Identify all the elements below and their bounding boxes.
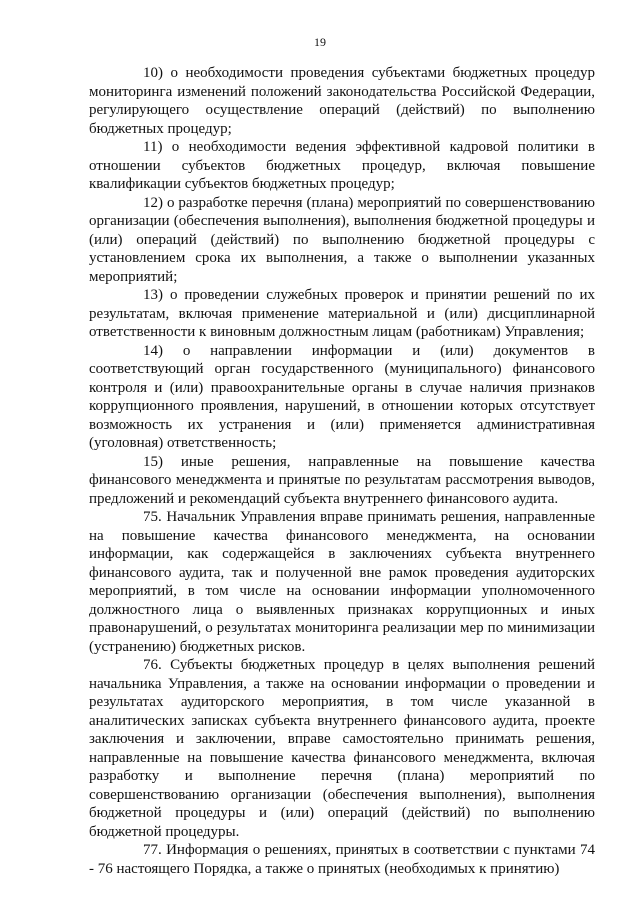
paragraph-item-15: 15) иные решения, направленные на повышение качества финансового менеджмента и принятые по результатам рассмотрения выводов, предложений и рекомендаций субъекта внутреннего финансового аудита. [89, 453, 595, 507]
paragraph-item-14: 14) о направлении информации и (или) документов в соответствующий орган государственного (муниципального) финансового контроля и (или) правоохранительные органы в случае наличия признаков коррупционного проявления, нарушений, в отношении которых отсутствует возможность их устранения и (или) применяется административная (уголовная) ответственность; [89, 342, 595, 451]
paragraph-section-75: 75. Начальник Управления вправе принимать решения, направленные на повышение качества финансового менеджмента, на основании информации, как содержащейся в заключениях субъекта внутреннего финансового аудита, так и полученной вне рамок проведения аудиторских мероприятий, в том числе на основании информации уполномоченного должностного лица о выявленных признаках коррупционных и иных правонарушений, о результатах мониторинга реализации мер по минимизации (устранению) бюджетных рисков. [89, 509, 595, 655]
paragraph-item-13: 13) о проведении служебных проверок и принятии решений по их результатам, включая применение материальной и (или) дисциплинарной ответственности к виновным должностным лицам (работникам) Управления; [89, 287, 595, 340]
paragraph-item-10: 10) о необходимости проведения субъектами бюджетных процедур мониторинга изменений положений законодательства Российской Федерации, регулирующего осуществление операций (действий) по выполнению бюджетных процедур; [89, 65, 595, 137]
paragraph-section-77: 77. Информация о решениях, принятых в соответствии с пунктами 74 - 76 настоящего Порядка, а также о принятых (необходимых к принятию) [89, 842, 595, 877]
paragraph-section-76: 76. Субъекты бюджетных процедур в целях выполнения решений начальника Управления, а также на основании информации о проведении и результатах аудиторского мероприятия, в том числе указанной в аналитических записках субъекта внутреннего финансового аудита, проекте заключения и заключении, вправе самостоятельно принимать решения, направленные на повышение качества финансового менеджмента, включая разработку и выполнение перечня (плана) мероприятий по совершенствованию организации (обеспечения выполнения), выполнения бюджетной процедуры и (или) операций (действий) по выполнению бюджетной процедуры. [89, 657, 595, 840]
paragraph-item-12: 12) о разработке перечня (плана) мероприятий по совершенствованию организации (обеспечения выполнения), выполнения бюджетной процедуры и (или) операций (действий) по выполнению бюджетной процедуры с установлением срока их выполнения, а также о выполнении указанных мероприятий; [89, 194, 595, 285]
page-number: 19 [314, 35, 326, 49]
paragraph-item-11: 11) о необходимости ведения эффективной кадровой политики в отношении субъектов бюджетных процедур, включая повышение квалификации субъектов бюджетных процедур; [89, 139, 595, 192]
document-body [89, 64, 595, 878]
